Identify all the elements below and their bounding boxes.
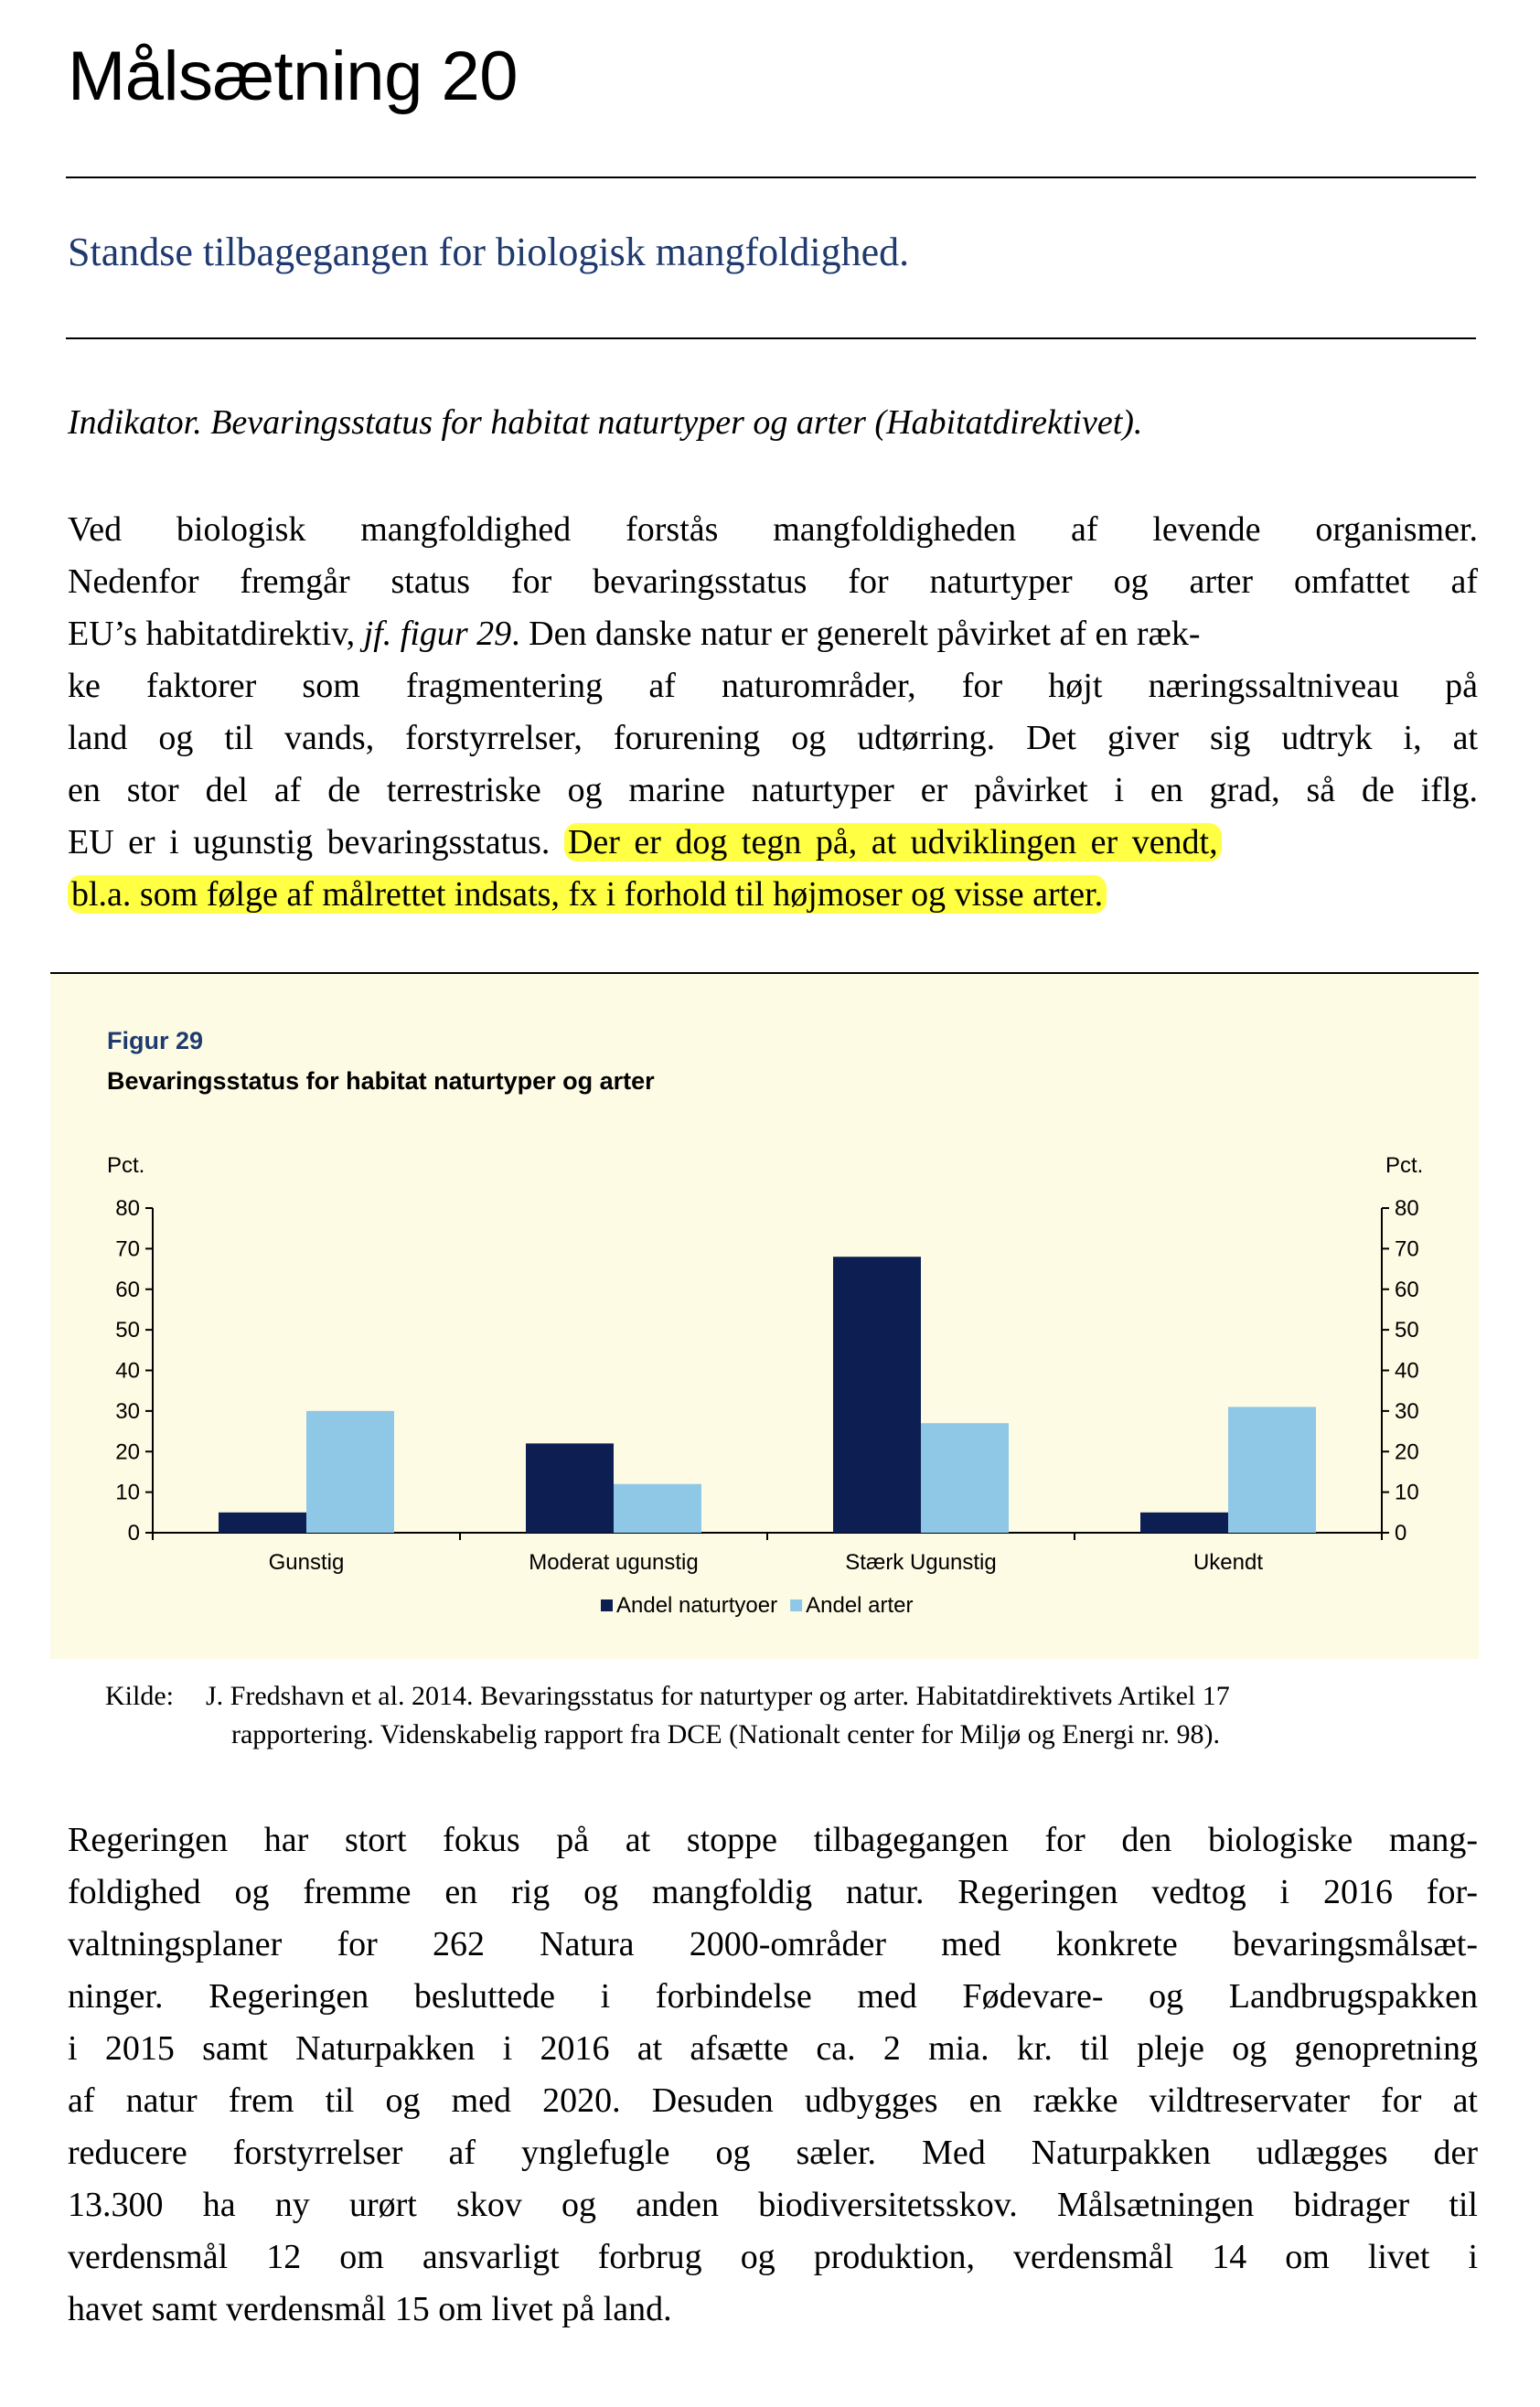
highlighted-text: bl.a. som følge af målrettet indsats, fx i forhold til højmoser og visse arter. xyxy=(68,875,1107,914)
bar-naturtyper xyxy=(833,1257,921,1533)
intro-line: ke faktorer som fragmentering af naturområder, for højt næringssaltniveau på xyxy=(68,667,1478,705)
y-tick-label-left: 40 xyxy=(115,1358,140,1384)
legend-label: Andel naturtyoer xyxy=(616,1593,778,1618)
y-tick-label-left: 10 xyxy=(115,1480,140,1505)
y-tick-label-left: 70 xyxy=(115,1236,140,1262)
x-tick-label: Gunstig xyxy=(268,1550,345,1575)
body-paragraph xyxy=(68,1814,1478,2336)
heading-rule xyxy=(66,177,1476,178)
x-tick-label: Ukendt xyxy=(1192,1550,1264,1575)
bar-naturtyper xyxy=(526,1443,614,1533)
y-tick-label-right: 0 xyxy=(1395,1521,1407,1546)
legend-label: Andel arter xyxy=(806,1593,914,1618)
body-line: verdensmål 12 om ansvarligt forbrug og produktion, verdensmål 14 om livet i xyxy=(68,2238,1478,2276)
x-tick-label: Stærk Ugunstig xyxy=(845,1550,997,1575)
body-line: ninger. Regeringen besluttede i forbindelse med Fødevare- og Landbrugspakken xyxy=(68,1977,1478,2016)
highlighted-text: Der er dog tegn på, at udviklingen er vendt, xyxy=(564,823,1222,861)
figure-label: Figur 29 xyxy=(107,1027,204,1054)
body-line: i 2015 samt Naturpakken i 2016 at afsætte ca. 2 mia. kr. til pleje og genopretning xyxy=(68,2029,1478,2068)
intro-text: EU er i ugunstig bevaringsstatus. xyxy=(68,823,551,861)
y-tick-label-right: 50 xyxy=(1395,1318,1419,1343)
figure-reference-link[interactable]: jf. figur 29 xyxy=(363,615,512,653)
source-label: Kilde: xyxy=(105,1681,174,1711)
bar-naturtyper xyxy=(219,1513,306,1533)
body-line: Regeringen har stort fokus på at stoppe tilbagegangen for den biologiske mang- xyxy=(68,1821,1478,1859)
intro-line: en stor del af de terrestriske og marine naturtyper er påvirket i en grad, så de iflg. xyxy=(68,771,1478,809)
intro-line: Nedenfor fremgår status for bevaringsstatus for naturtyper og arter omfattet af xyxy=(68,562,1478,601)
legend-swatch xyxy=(601,1599,613,1611)
y-tick-label-left: 60 xyxy=(115,1277,140,1302)
figure-29 xyxy=(50,972,1479,1659)
intro-paragraph xyxy=(68,504,1478,921)
intro-text: EU’s habitatdirektiv, xyxy=(68,615,356,653)
body-line: havet samt verdensmål 15 om livet på land. xyxy=(68,2290,672,2328)
intro-line: land og til vands, forstyrrelser, forurening og udtørring. Det giver sig udtryk i, at xyxy=(68,719,1478,757)
indicator-text: Indikator. Bevaringsstatus for habitat naturtyper og arter (Habitatdirektivet). xyxy=(68,403,1143,442)
figure-title: Bevaringsstatus for habitat naturtyper og arter xyxy=(107,1067,655,1095)
intro-line: Ved biologisk mangfoldighed forstås mangfoldigheden af levende organismer. xyxy=(68,510,1478,549)
y-tick-label-right: 40 xyxy=(1395,1358,1419,1384)
y-tick-label-left: 0 xyxy=(127,1521,140,1546)
body-line: valtningsplaner for 262 Natura 2000-områder med konkrete bevaringsmålsæt- xyxy=(68,1925,1478,1963)
y-tick-label-left: 80 xyxy=(115,1196,140,1221)
body-line: reducere forstyrrelser af ynglefugle og sæler. Med Naturpakken udlægges der xyxy=(68,2134,1478,2172)
page-heading: Målsætning 20 xyxy=(68,37,518,115)
body-line: af natur frem til og med 2020. Desuden udbygges en række vildtreservater for at xyxy=(68,2081,1478,2120)
y-axis-label-right: Pct. xyxy=(1385,1153,1424,1178)
y-tick-label-left: 20 xyxy=(115,1439,140,1465)
bar-chart xyxy=(50,974,1479,1659)
bar-arter xyxy=(1228,1407,1316,1533)
y-tick-label-right: 20 xyxy=(1395,1439,1419,1465)
source-text: rapportering. Videnskabelig rapport fra DCE (Nationalt center for Miljø og Energi nr. 98). xyxy=(231,1719,1220,1749)
intro-line xyxy=(68,869,1478,921)
bar-naturtyper xyxy=(1140,1513,1228,1533)
y-axis-label-left: Pct. xyxy=(107,1153,145,1178)
goal-rule xyxy=(66,337,1476,339)
y-tick-label-right: 80 xyxy=(1395,1196,1419,1221)
bar-arter xyxy=(614,1484,701,1533)
body-line: foldighed og fremme en rig og mangfoldig natur. Regeringen vedtog i 2016 for- xyxy=(68,1873,1478,1911)
x-tick-label: Moderat ugunstig xyxy=(529,1550,699,1575)
y-tick-label-right: 10 xyxy=(1395,1480,1419,1505)
y-tick-label-right: 60 xyxy=(1395,1277,1419,1302)
y-tick-label-left: 30 xyxy=(115,1398,140,1424)
goal-text: Standse tilbagegangen for biologisk mangfoldighed. xyxy=(68,230,910,274)
intro-text: . Den danske natur er generelt påvirket af en ræk- xyxy=(511,615,1201,653)
intro-line xyxy=(68,817,1478,869)
intro-line xyxy=(68,608,1478,660)
y-tick-label-right: 70 xyxy=(1395,1236,1419,1262)
y-tick-label-right: 30 xyxy=(1395,1398,1419,1424)
legend-swatch xyxy=(790,1599,802,1611)
body-line: 13.300 ha ny urørt skov og anden biodiversitetsskov. Målsætningen bidrager til xyxy=(68,2186,1478,2224)
bar-arter xyxy=(306,1411,394,1533)
bar-arter xyxy=(921,1423,1009,1533)
y-tick-label-left: 50 xyxy=(115,1318,140,1343)
source-text: J. Fredshavn et al. 2014. Bevaringsstatus for naturtyper og arter. Habitatdirektivets Artikel 17 xyxy=(206,1681,1230,1711)
